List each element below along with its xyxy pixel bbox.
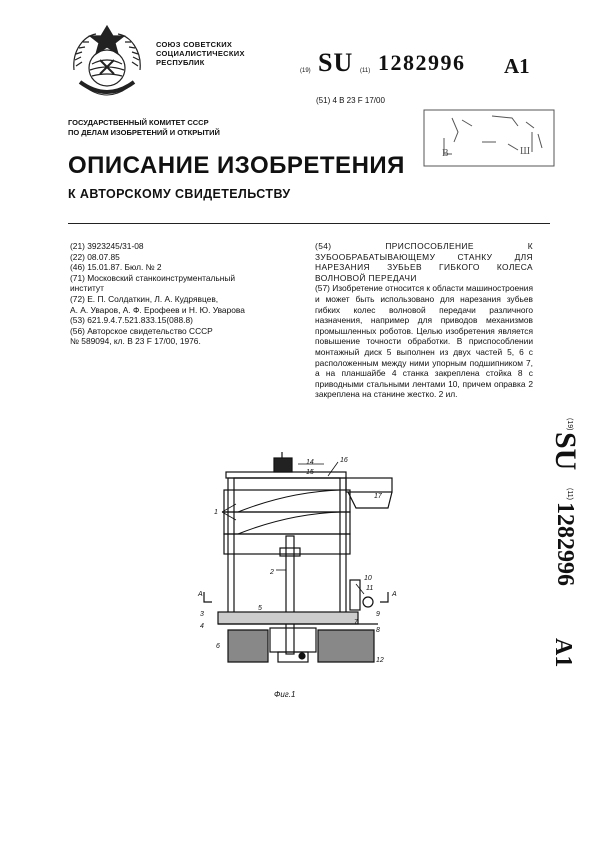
label-4: 4 xyxy=(200,623,204,630)
label-11: 11 xyxy=(366,585,374,592)
ussr-emblem xyxy=(62,20,152,106)
svg-text:Ш: Ш xyxy=(520,146,531,157)
biblio-line: № 589094, кл. В 23 F 17/00, 1976. xyxy=(70,336,201,347)
side-kind: A1 xyxy=(550,638,576,668)
label-12: 12 xyxy=(376,657,384,664)
figure-caption: Фиг.1 xyxy=(274,690,296,699)
side-code-19: (19) xyxy=(566,418,573,431)
label-17: 17 xyxy=(374,493,382,500)
library-stamp xyxy=(422,108,556,168)
label-10: 10 xyxy=(364,575,372,582)
biblio-line: (21) 3923245/31-08 xyxy=(70,241,144,251)
ussr-line-2: СОЦИАЛИСТИЧЕСКИХ xyxy=(156,49,245,58)
document-title: ОПИСАНИЕ ИЗОБРЕТЕНИЯ xyxy=(68,152,405,179)
biblio-line: (22) 08.07.85 xyxy=(70,251,120,262)
label-16: 16 xyxy=(340,457,348,464)
label-1: 1 xyxy=(214,509,218,516)
technical-drawing xyxy=(178,452,418,684)
gov-line-2: ПО ДЕЛАМ ИЗОБРЕТЕНИЙ И ОТКРЫТИЙ xyxy=(68,128,220,137)
code-11: (11) xyxy=(360,68,371,74)
biblio-line: (71) Московский станкоинструментальный xyxy=(70,272,236,283)
document-subtitle: К АВТОРСКОМУ СВИДЕТЕЛЬСТВУ xyxy=(68,187,291,201)
biblio-line: институт xyxy=(70,283,104,294)
label-6: 6 xyxy=(216,643,220,650)
invention-title: (54) ПРИСПОСОБЛЕНИЕ К ЗУБООБРАБАТЫВАЮЩЕМУ СТАНКУ ДЛЯ НАРЕЗАНИЯ ЗУБЬЕВ ГИБКОГО КОЛЕСА ВОЛНОВОЙ ПЕРЕДАЧИ xyxy=(315,241,533,283)
label-7: 7 xyxy=(354,619,358,626)
svg-text:В: В xyxy=(442,148,449,159)
section-label-left: А xyxy=(198,591,203,598)
side-su: SU xyxy=(549,432,582,471)
code-19: (19) xyxy=(300,68,311,74)
gov-line-1: ГОСУДАРСТВЕННЫЙ КОМИТЕТ СССР xyxy=(68,118,209,127)
label-5: 5 xyxy=(258,605,262,612)
su-label: SU xyxy=(318,48,354,77)
divider xyxy=(68,223,550,224)
side-code-11: (11) xyxy=(566,488,573,500)
label-2: 2 xyxy=(270,569,274,576)
label-8: 8 xyxy=(376,627,380,634)
biblio-line: (56) Авторское свидетельство СССР xyxy=(70,325,213,336)
patent-number: 1282996 xyxy=(378,50,466,75)
side-number: 1282996 xyxy=(552,502,578,586)
ussr-line-1: СОЮЗ СОВЕТСКИХ xyxy=(156,40,233,49)
ipc-classification: (51) 4 B 23 F 17/00 xyxy=(316,96,385,105)
abstract: (57) Изобретение относится к области машиностроения и может быть использовано для нарезания зубьев гибких колес волновой передачи различного назначения, например для приводов механизмов промышленных роботов. Целью изобретения является повышение точности обработки. В приспособлении монтажный диск 5 выполнен из двух частей 5, 6 с расположенным между ними упорным подшипником 7, а на планшайбе 4 станка закреплена стойка 8 с приводными стальными лентами 10, причем оправка 2 закреплена на станине жестко. 2 ил. xyxy=(315,283,533,400)
label-15: 15 xyxy=(306,469,314,476)
section-label-right: А xyxy=(392,591,397,598)
kind-code: A1 xyxy=(504,54,530,78)
bibliographic-data xyxy=(70,241,294,347)
label-9: 9 xyxy=(376,611,380,618)
label-3: 3 xyxy=(200,611,204,618)
biblio-line: (53) 621.9.4.7.521.833.15(088.8) xyxy=(70,315,193,326)
ussr-line-3: РЕСПУБЛИК xyxy=(156,58,205,67)
biblio-line: А. А. Уваров, А. Ф. Ерофеев и Н. Ю. Уварова xyxy=(70,304,245,315)
biblio-line: (46) 15.01.87. Бюл. № 2 xyxy=(70,262,162,273)
side-patent-number xyxy=(528,418,588,688)
invention-summary xyxy=(315,241,533,400)
label-14: 14 xyxy=(306,459,314,466)
biblio-line: (72) Е. П. Солдаткин, Л. А. Кудрявцев, xyxy=(70,293,219,304)
